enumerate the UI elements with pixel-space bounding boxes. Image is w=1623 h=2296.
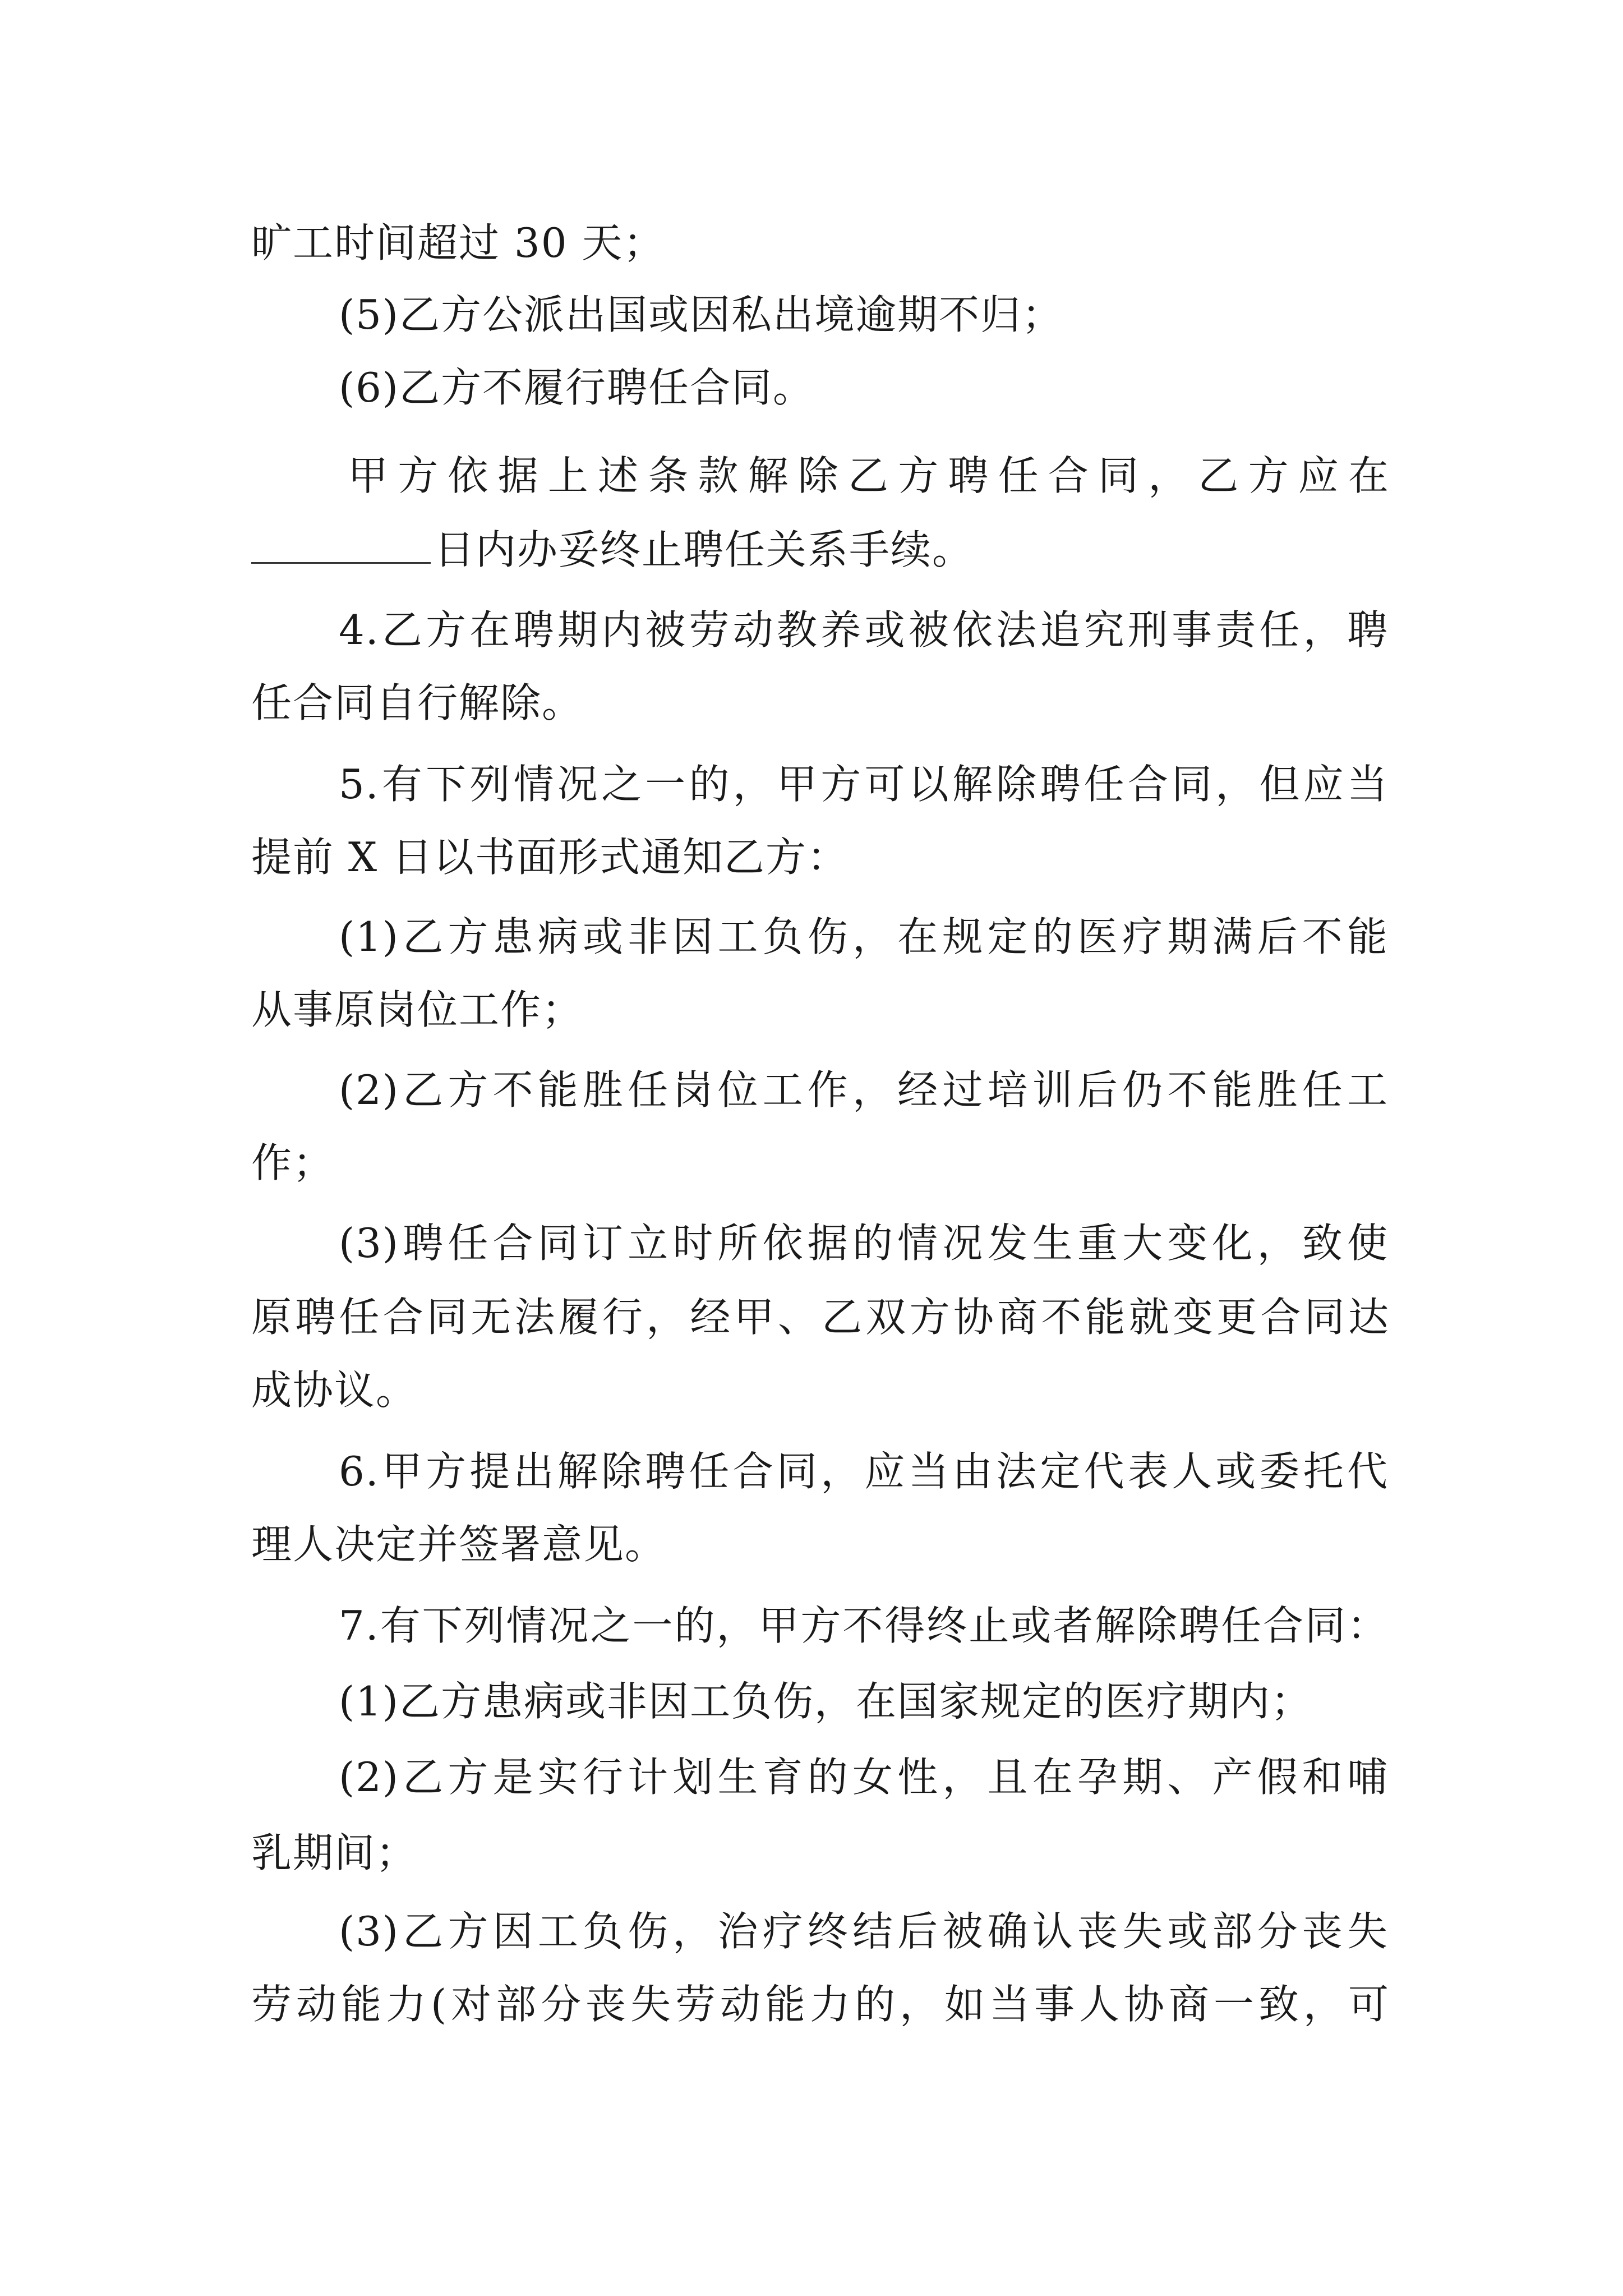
- text-line: 7.有下列情况之一的，甲方不得终止或者解除聘任合同：: [339, 1602, 1389, 1649]
- text-line: 劳动能力(对部分丧失劳动能力的，如当事人协商一致，可: [251, 1981, 1390, 2028]
- text-line: (2)乙方不能胜任岗位工作，经过培训后仍不能胜任工: [339, 1066, 1389, 1114]
- text-line: (6)乙方不履行聘任合同。: [339, 364, 814, 411]
- text-line: 任合同自行解除。: [251, 679, 584, 726]
- text-line: 提前 X 日以书面形式通知乙方：: [251, 834, 849, 881]
- text-line: (3)乙方因工负伤，治疗终结后被确认丧失或部分丧失: [339, 1908, 1389, 1955]
- text-line: 乳期间；: [251, 1829, 418, 1876]
- text-line: 日内办妥终止聘任关系手续。: [434, 526, 974, 573]
- text-line: (5)乙方公派出国或因私出境逾期不归；: [339, 291, 1063, 338]
- text-line: 作；: [251, 1139, 335, 1186]
- text-line: 5.有下列情况之一的，甲方可以解除聘任合同，但应当: [339, 761, 1389, 808]
- blank-line-row: [251, 523, 974, 577]
- text-line: 甲方依据上述条款解除乙方聘任合同，乙方应在: [348, 452, 1390, 499]
- text-line: (3)聘任合同订立时所依据的情况发生重大变化，致使: [339, 1220, 1389, 1267]
- text-line: (1)乙方患病或非因工负伤，在规定的医疗期满后不能: [339, 913, 1389, 960]
- text-line: (2)乙方是实行计划生育的女性，且在孕期、产假和哺: [339, 1754, 1389, 1801]
- text-line: 原聘任合同无法履行，经甲、乙双方协商不能就变更合同达: [251, 1294, 1390, 1341]
- text-line: 理人决定并签署意见。: [251, 1521, 667, 1568]
- text-line: 6.甲方提出解除聘任合同，应当由法定代表人或委托代: [339, 1448, 1389, 1495]
- fill-in-blank: [251, 528, 431, 564]
- text-line: 成协议。: [251, 1366, 418, 1414]
- text-line: 旷工时间超过 30 天；: [251, 219, 665, 266]
- text-line: 4.乙方在聘期内被劳动教养或被依法追究刑事责任，聘: [339, 606, 1389, 654]
- text-line: 从事原岗位工作；: [251, 986, 584, 1033]
- text-line: (1)乙方患病或非因工负伤，在国家规定的医疗期内；: [339, 1678, 1312, 1725]
